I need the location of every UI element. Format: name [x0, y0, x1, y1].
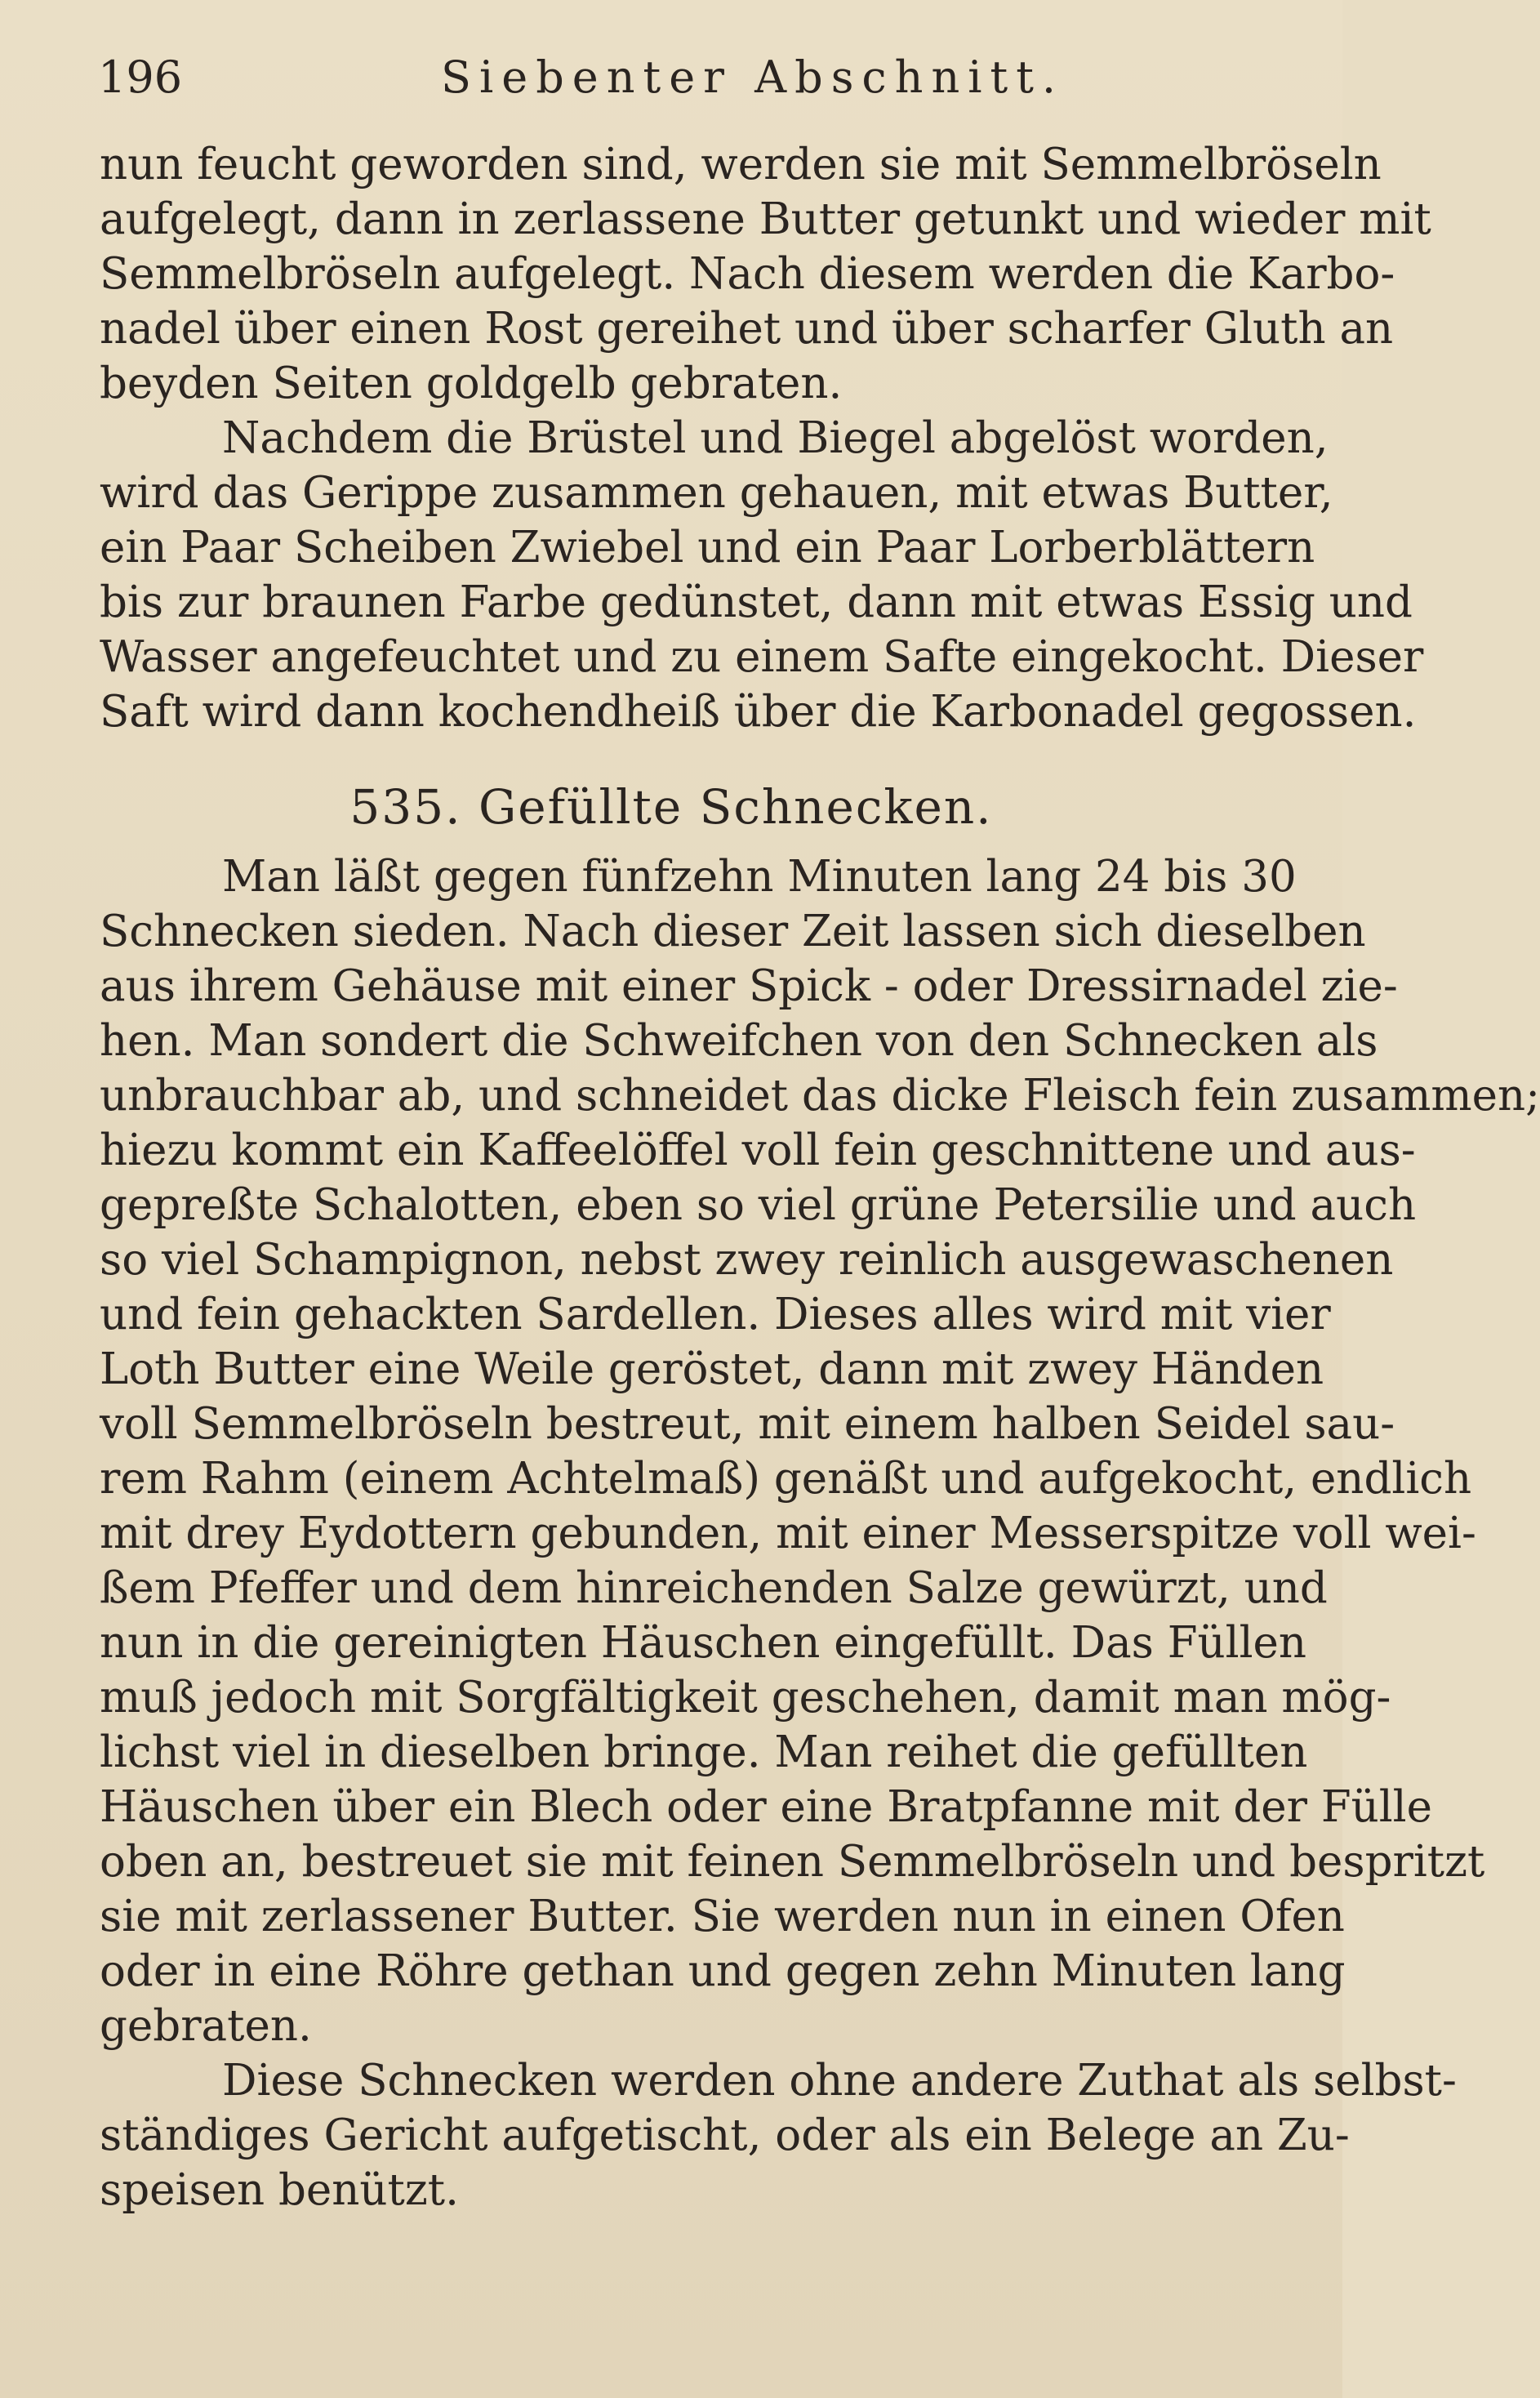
text-line: lichst viel in dieselben bringe. Man reihet die gefüllten [100, 1727, 1308, 1777]
text-line: ständiges Gericht aufgetischt, oder als ein Belege an Zu- [100, 2111, 1350, 2160]
text-line: gepreßte Schalotten, eben so viel grüne Petersilie und auch [100, 1180, 1417, 1230]
text-line: beyden Seiten goldgelb gebraten. [100, 359, 843, 408]
text-line: Schnecken sieden. Nach dieser Zeit lassen sich dieselben [100, 907, 1366, 956]
text-line: oder in eine Röhre gethan und gegen zehn Minuten lang [100, 1946, 1346, 1996]
section-heading: 535. Gefüllte Schnecken. [349, 779, 993, 835]
running-head [98, 49, 1253, 106]
text-line: Semmelbröseln aufgelegt. Nach diesem werden die Karbo- [100, 249, 1395, 299]
text-line: Man läßt gegen fünfzehn Minuten lang 24 bis 30 [222, 852, 1297, 902]
text-line: muß jedoch mit Sorgfältigkeit geschehen, damit man mög- [100, 1673, 1391, 1723]
text-line: rem Rahm (einem Achtelmaß) genäßt und aufgekocht, endlich [100, 1454, 1472, 1504]
paragraph-3 [100, 849, 1540, 2053]
text-line: mit drey Eydottern gebunden, mit einer Messerspitze voll wei- [100, 1509, 1476, 1558]
text-line: so viel Schampignon, nebst zwey reinlich ausgewaschenen [100, 1235, 1394, 1285]
page-number: 196 [98, 51, 183, 103]
text-line: nun feucht geworden sind, werden sie mit Semmelbröseln [100, 140, 1382, 189]
body-text [100, 137, 1431, 739]
paragraph-2 [100, 411, 1424, 739]
text-line: bis zur braunen Farbe gedünstet, dann mit etwas Essig und [100, 577, 1413, 627]
text-line: aufgelegt, dann in zerlassene Butter getunkt und wieder mit [100, 194, 1431, 244]
chapter-title: Siebenter Abschnitt. [441, 51, 1065, 103]
text-line: nun in die gereinigten Häuschen eingefüllt. Das Füllen [100, 1618, 1307, 1668]
text-line: Saft wird dann kochendheiß über die Karbonadel gegossen. [100, 687, 1417, 737]
text-line: Häuschen über ein Blech oder eine Bratpfanne mit der Fülle [100, 1782, 1433, 1832]
text-line: aus ihrem Gehäuse mit einer Spick - oder Dressirnadel zie- [100, 961, 1398, 1011]
text-line: hiezu kommt ein Kaffeelöffel voll fein geschnittene und aus- [100, 1125, 1416, 1175]
text-line: und fein gehackten Sardellen. Dieses alles wird mit vier [100, 1290, 1331, 1339]
text-line: hen. Man sondert die Schweifchen von den Schnecken als [100, 1016, 1378, 1066]
text-line: Nachdem die Brüstel und Biegel abgelöst worden, [222, 413, 1329, 463]
text-line: speisen benützt. [100, 2165, 459, 2215]
text-line: sie mit zerlassener Butter. Sie werden nun in einen Ofen [100, 1892, 1345, 1941]
paragraph-4 [100, 2053, 1457, 2217]
text-line: voll Semmelbröseln bestreut, mit einem halben Seidel sau- [100, 1399, 1395, 1449]
text-line: ßem Pfeffer und dem hinreichenden Salze gewürzt, und [100, 1563, 1328, 1613]
text-line: Loth Butter eine Weile geröstet, dann mit zwey Händen [100, 1344, 1324, 1394]
text-line: Diese Schnecken werden ohne andere Zuthat als selbst- [222, 2056, 1457, 2106]
body-text-continued [100, 849, 1540, 2217]
text-line: ein Paar Scheiben Zwiebel und ein Paar Lorberblättern [100, 523, 1315, 573]
text-line: nadel über einen Rost gereihet und über scharfer Gluth an [100, 304, 1394, 354]
paragraph-1 [100, 137, 1431, 411]
text-line: wird das Gerippe zusammen gehauen, mit etwas Butter, [100, 468, 1333, 518]
text-line: gebraten. [100, 2001, 312, 2051]
text-line: Wasser angefeuchtet und zu einem Safte eingekocht. Dieser [100, 632, 1424, 682]
text-line: oben an, bestreuet sie mit feinen Semmelbröseln und bespritzt [100, 1837, 1485, 1887]
text-line: unbrauchbar ab, und schneidet das dicke Fleisch fein zusammen; [100, 1071, 1540, 1121]
